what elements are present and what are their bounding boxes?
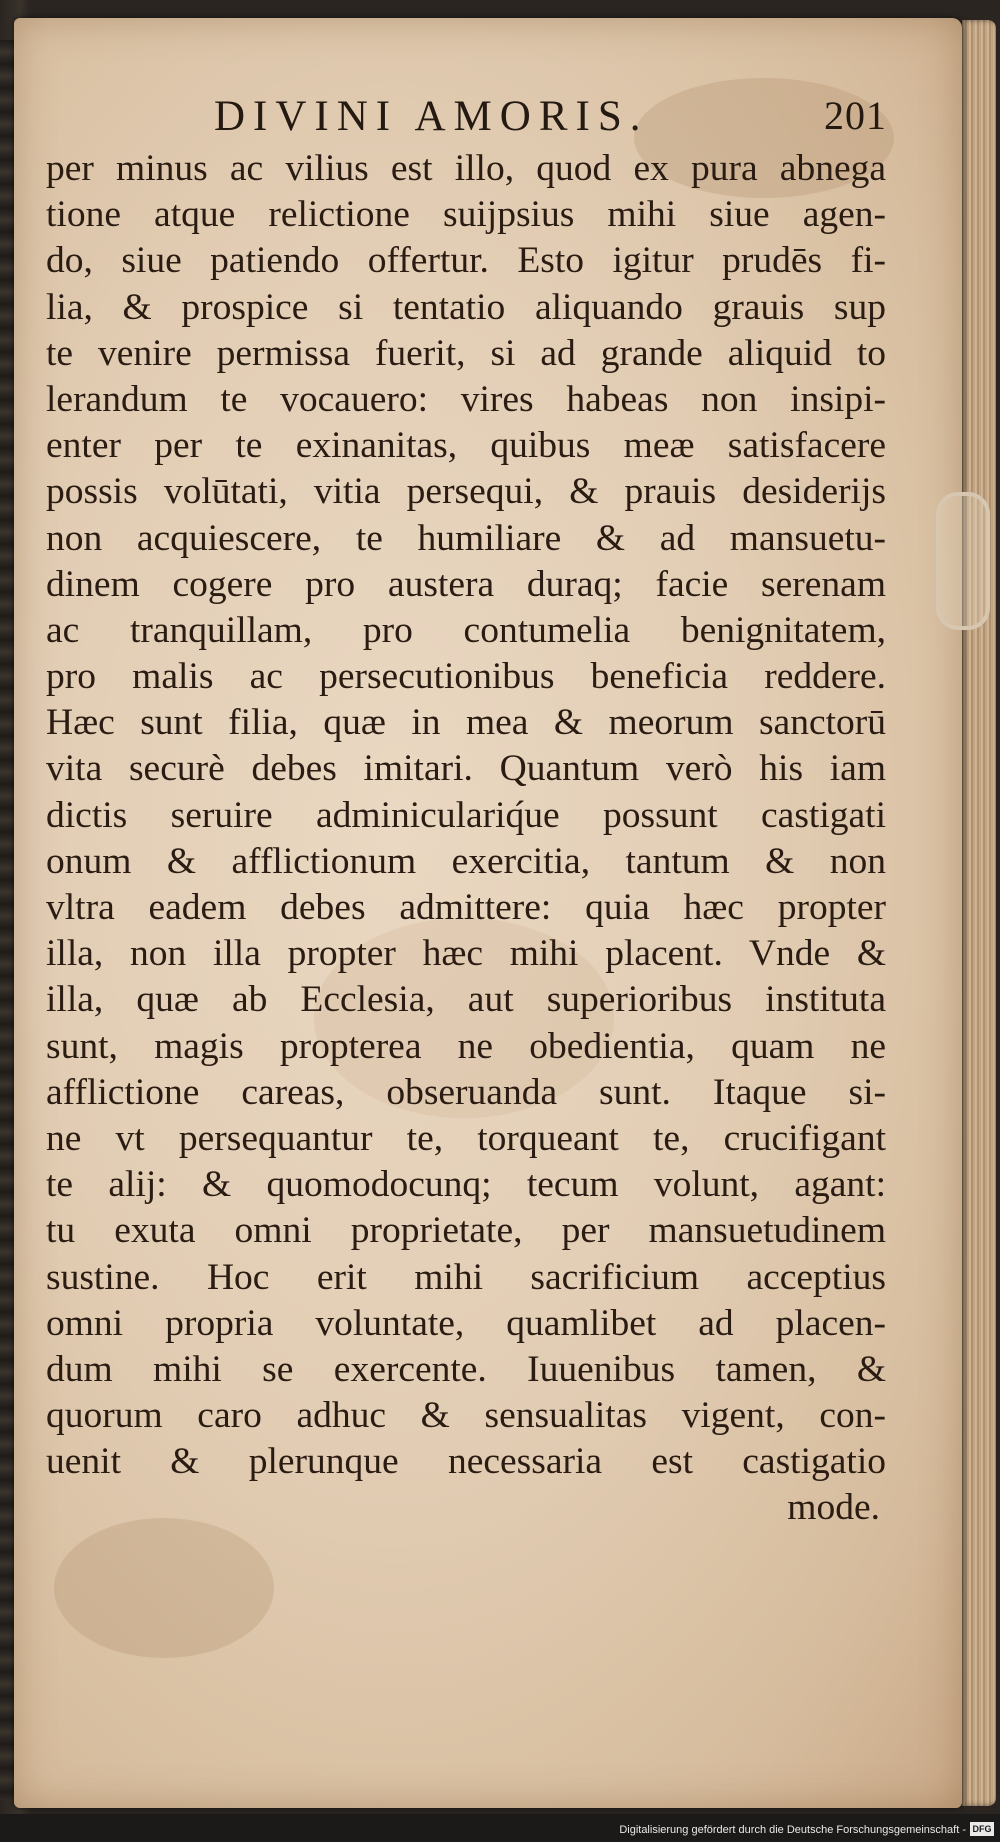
book-clasp bbox=[936, 492, 990, 630]
text-line: non acquiescere, te humiliare & ad mansuetu- bbox=[46, 517, 886, 559]
running-head bbox=[214, 92, 887, 152]
text-line: illa, non illa propter hæc mihi placent. Vnde & bbox=[46, 933, 886, 975]
text-line: vltra eadem debes admittere: quia hæc propter bbox=[46, 887, 886, 928]
text-line: dictis seruire adminiculariq́ue possunt castigati bbox=[46, 794, 886, 836]
page-edges bbox=[962, 20, 996, 1806]
running-title: DIVINI AMORIS. bbox=[214, 93, 649, 140]
text-line: illa, quæ ab Ecclesia, aut superioribus instituta bbox=[46, 979, 886, 1021]
text-line: afflictione careas, obseruanda sunt. Itaque si- bbox=[46, 1071, 886, 1113]
text-line: sunt, magis propterea ne obedientia, quam ne bbox=[46, 1025, 886, 1067]
text-line: onum & afflictionum exercitia, tantum & non bbox=[46, 840, 886, 882]
text-line: sustine. Hoc erit mihi sacrificium acceptius bbox=[46, 1256, 886, 1298]
text-line: te venire permissa fuerit, si ad grande aliquid to bbox=[46, 332, 886, 374]
text-line: pro malis ac persecutionibus beneficia reddere. bbox=[46, 656, 886, 698]
text-line: te alij: & quomodocunq; tecum volunt, agant: bbox=[46, 1164, 886, 1206]
footer-credit: Digitalisierung gefördert durch die Deutsche Forschungsgemeinschaft - bbox=[619, 1824, 966, 1836]
text-line: tione atque relictione suijpsius mihi siue agen- bbox=[46, 194, 886, 236]
text-line: ne vt persequantur te, torqueant te, crucifigant bbox=[46, 1117, 886, 1159]
text-line: quorum caro adhuc & sensualitas vigent, con- bbox=[46, 1395, 886, 1437]
text-line: dinem cogere pro austera duraq; facie serenam bbox=[46, 563, 886, 605]
dfg-logo: DFG bbox=[970, 1822, 994, 1836]
text-line: per minus ac vilius est illo, quod ex pura abnega bbox=[46, 148, 886, 189]
text-line: lerandum te vocauero: vires habeas non insipi- bbox=[46, 378, 886, 420]
text-line: uenit & plerunque necessaria est castigatio bbox=[46, 1441, 886, 1483]
text-line: omni propria voluntate, quamlibet ad placen- bbox=[46, 1302, 886, 1344]
text-line: vita securè debes imitari. Quantum verò his iam bbox=[46, 748, 886, 790]
catchword: mode. bbox=[787, 1487, 880, 1529]
text-line: possis volūtati, vitia persequi, & prauis desiderijs bbox=[46, 471, 886, 513]
page-number: 201 bbox=[824, 93, 887, 138]
text-line: lia, & prospice si tentatio aliquando grauis sup bbox=[46, 286, 886, 328]
paper-stain bbox=[54, 1518, 274, 1658]
text-line: ac tranquillam, pro contumelia benignitatem, bbox=[46, 609, 886, 651]
text-line: dum mihi se exercente. Iuuenibus tamen, & bbox=[46, 1348, 886, 1390]
text-line: enter per te exinanitas, quibus meæ satisfacere bbox=[46, 425, 886, 467]
body-text bbox=[46, 146, 886, 1532]
text-line: tu exuta omni proprietate, per mansuetudinem bbox=[46, 1210, 886, 1252]
text-line: do, siue patiendo offertur. Esto igitur prudēs fi- bbox=[46, 240, 886, 282]
text-line: Hæc sunt filia, quæ in mea & meorum sanctorū bbox=[46, 702, 886, 744]
